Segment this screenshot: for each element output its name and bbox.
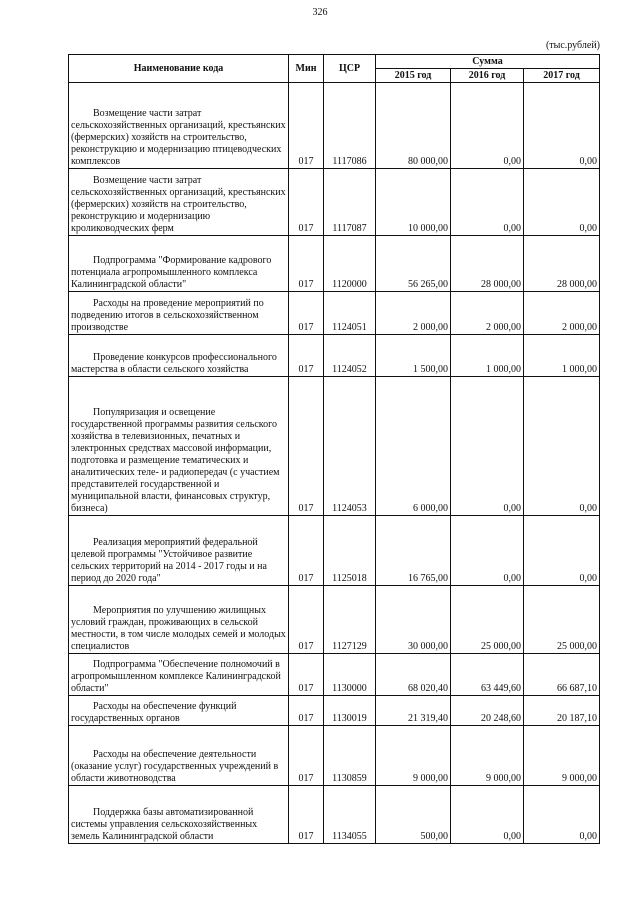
row-csr: 1120000 xyxy=(324,236,376,292)
header-sum: Сумма xyxy=(376,55,600,69)
row-2015: 80 000,00 xyxy=(376,83,451,169)
row-2015: 21 319,40 xyxy=(376,696,451,726)
header-csr: ЦСР xyxy=(324,55,376,83)
row-csr: 1130000 xyxy=(324,654,376,696)
row-name: Возмещение части затрат сельскохозяйственных организаций, крестьянских (фермерских) хозяйств на строительство, реконструкцию и модернизацию птицеводческих комплексов xyxy=(69,83,289,169)
table-row xyxy=(69,586,600,654)
row-2017: 9 000,00 xyxy=(524,726,600,786)
header-year-2015: 2015 год xyxy=(376,69,451,83)
row-name: Популяризация и освещение государственной программы развития сельского хозяйства в телевизионных, печатных и электронных средствах массовой информации, подготовка и размещение тематических и аналитических теле- и радиопередач (с участием представителей государственной и муниципальной власти, финансовых структур, бизнеса) xyxy=(69,377,289,516)
row-2017: 20 187,10 xyxy=(524,696,600,726)
row-min: 017 xyxy=(289,786,324,844)
row-min: 017 xyxy=(289,292,324,335)
row-name: Подпрограмма "Формирование кадрового потенциала агропромышленного комплекса Калининградской области" xyxy=(69,236,289,292)
row-2015: 16 765,00 xyxy=(376,516,451,586)
row-csr: 1124053 xyxy=(324,377,376,516)
row-min: 017 xyxy=(289,726,324,786)
row-csr: 1134055 xyxy=(324,786,376,844)
row-min: 017 xyxy=(289,586,324,654)
row-name: Мероприятия по улучшению жилищных условий граждан, проживающих в сельской местности, в том числе молодых семей и молодых специалистов xyxy=(69,586,289,654)
row-name: Расходы на обеспечение деятельности (оказание услуг) государственных учреждений в области животноводства xyxy=(69,726,289,786)
row-name: Расходы на проведение мероприятий по подведению итогов в сельскохозяйственном производстве xyxy=(69,292,289,335)
row-2016: 63 449,60 xyxy=(451,654,524,696)
row-2016: 0,00 xyxy=(451,377,524,516)
row-min: 017 xyxy=(289,696,324,726)
header-year-2017: 2017 год xyxy=(524,69,600,83)
row-2016: 0,00 xyxy=(451,786,524,844)
table-row xyxy=(69,335,600,377)
table-row xyxy=(69,786,600,844)
table-row xyxy=(69,696,600,726)
budget-table xyxy=(68,54,600,844)
row-min: 017 xyxy=(289,83,324,169)
row-2017: 2 000,00 xyxy=(524,292,600,335)
row-min: 017 xyxy=(289,169,324,236)
row-2016: 9 000,00 xyxy=(451,726,524,786)
row-csr: 1130019 xyxy=(324,696,376,726)
row-2015: 30 000,00 xyxy=(376,586,451,654)
row-name: Расходы на обеспечение функций государственных органов xyxy=(69,696,289,726)
row-2017: 0,00 xyxy=(524,516,600,586)
table-row xyxy=(69,516,600,586)
row-name: Реализация мероприятий федеральной целевой программы "Устойчивое развитие сельских территорий на 2014 - 2017 годы и на период до 2020 года" xyxy=(69,516,289,586)
row-name: Поддержка базы автоматизированной системы управления сельскохозяйственных земель Калининградской области xyxy=(69,786,289,844)
header-name: Наименование кода xyxy=(69,55,289,83)
table-row xyxy=(69,377,600,516)
row-min: 017 xyxy=(289,236,324,292)
table-row xyxy=(69,236,600,292)
row-2017: 0,00 xyxy=(524,377,600,516)
table-row xyxy=(69,169,600,236)
row-2015: 10 000,00 xyxy=(376,169,451,236)
row-csr: 1130859 xyxy=(324,726,376,786)
row-name: Подпрограмма "Обеспечение полномочий в агропромышленном комплексе Калининградской области" xyxy=(69,654,289,696)
row-min: 017 xyxy=(289,335,324,377)
row-csr: 1124052 xyxy=(324,335,376,377)
units-label: (тыс.рублей) xyxy=(545,40,600,51)
table-row xyxy=(69,83,600,169)
row-csr: 1125018 xyxy=(324,516,376,586)
row-min: 017 xyxy=(289,516,324,586)
row-2015: 56 265,00 xyxy=(376,236,451,292)
row-2017: 66 687,10 xyxy=(524,654,600,696)
row-2017: 0,00 xyxy=(524,786,600,844)
table-row xyxy=(69,654,600,696)
header-year-2016: 2016 год xyxy=(451,69,524,83)
row-csr: 1117087 xyxy=(324,169,376,236)
row-2015: 2 000,00 xyxy=(376,292,451,335)
row-2017: 25 000,00 xyxy=(524,586,600,654)
row-2017: 1 000,00 xyxy=(524,335,600,377)
table-row xyxy=(69,726,600,786)
row-2016: 28 000,00 xyxy=(451,236,524,292)
row-2016: 25 000,00 xyxy=(451,586,524,654)
row-name: Возмещение части затрат сельскохозяйственных организаций, крестьянских (фермерских) хозяйств на строительство, реконструкцию и модернизацию кролиководческих ферм xyxy=(69,169,289,236)
row-2016: 2 000,00 xyxy=(451,292,524,335)
row-csr: 1117086 xyxy=(324,83,376,169)
page-number: 326 xyxy=(312,7,328,18)
row-csr: 1127129 xyxy=(324,586,376,654)
row-2015: 1 500,00 xyxy=(376,335,451,377)
row-2016: 0,00 xyxy=(451,169,524,236)
row-2017: 28 000,00 xyxy=(524,236,600,292)
table-row xyxy=(69,292,600,335)
row-2016: 0,00 xyxy=(451,516,524,586)
header-min: Мин xyxy=(289,55,324,83)
row-2015: 6 000,00 xyxy=(376,377,451,516)
row-min: 017 xyxy=(289,654,324,696)
row-2016: 1 000,00 xyxy=(451,335,524,377)
row-2017: 0,00 xyxy=(524,83,600,169)
row-2017: 0,00 xyxy=(524,169,600,236)
row-csr: 1124051 xyxy=(324,292,376,335)
row-2016: 0,00 xyxy=(451,83,524,169)
row-2015: 9 000,00 xyxy=(376,726,451,786)
row-2016: 20 248,60 xyxy=(451,696,524,726)
row-2015: 68 020,40 xyxy=(376,654,451,696)
row-name: Проведение конкурсов профессионального мастерства в области сельского хозяйства xyxy=(69,335,289,377)
row-min: 017 xyxy=(289,377,324,516)
row-2015: 500,00 xyxy=(376,786,451,844)
